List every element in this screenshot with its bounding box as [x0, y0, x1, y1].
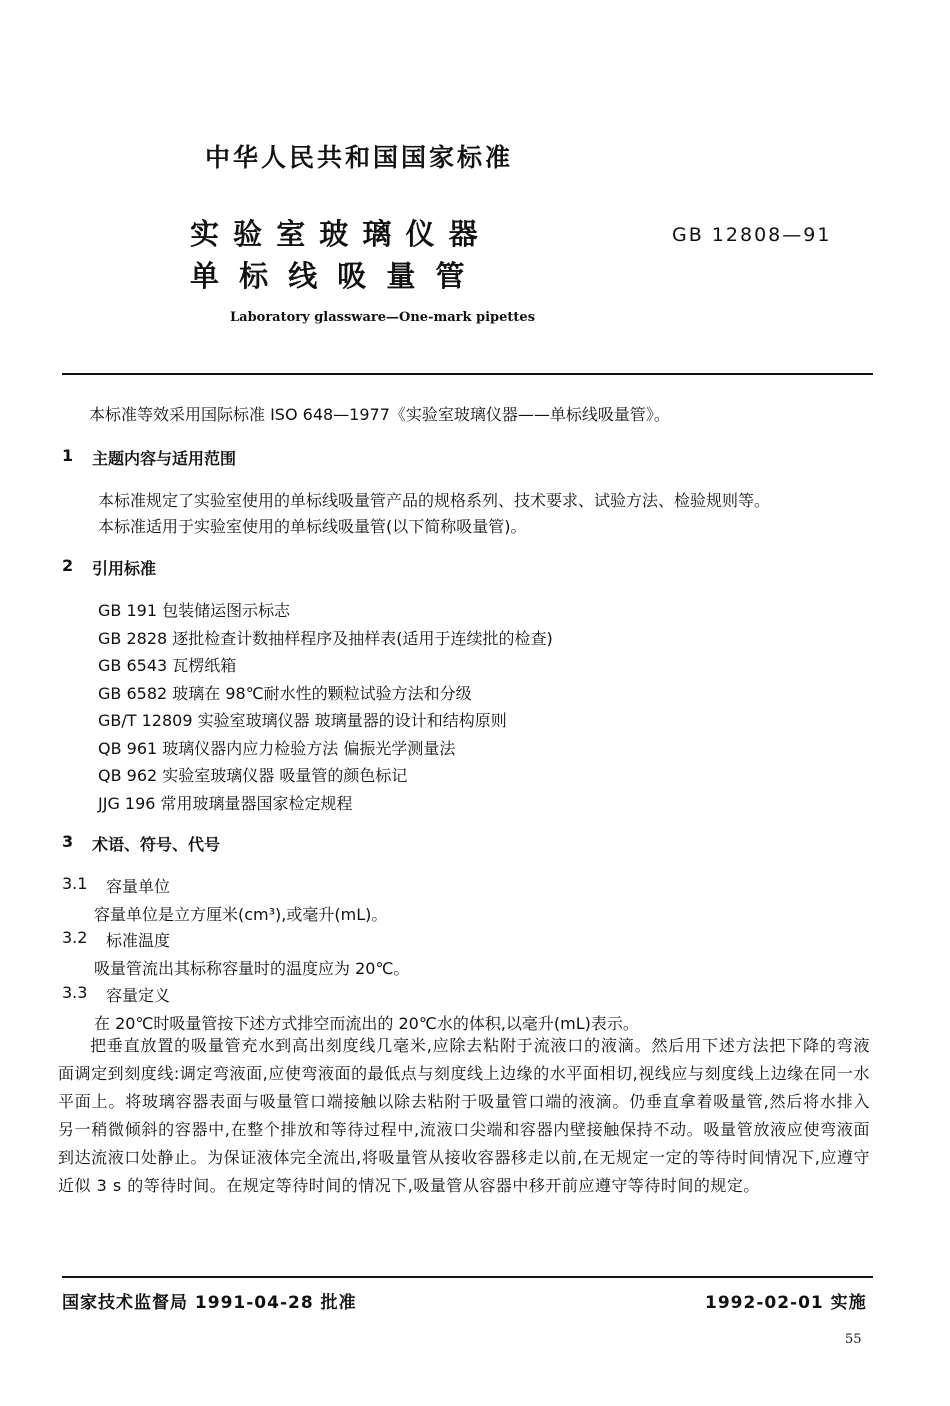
footer-divider	[62, 1276, 873, 1278]
subsection-3-3-number: 3.3	[62, 983, 88, 1002]
subsection-3-1-text: 容量单位是立方厘米(cm³),或毫升(mL)。	[94, 905, 388, 924]
section-1-number: 1	[62, 446, 74, 465]
subsection-3-3-text: 在 20℃时吸量管按下述方式排空而流出的 20℃水的体积,以毫升(mL)表示。	[94, 1014, 639, 1033]
subsection-3-1-title: 容量单位	[106, 877, 171, 896]
standard-code: GB 12808—91	[672, 224, 832, 246]
subsection-3-3-paragraph: 把垂直放置的吸量管充水到高出刻度线几毫米,应除去粘附于流液口的液滴。然后用下述方法把下降的弯液面调定到刻度线:调定弯液面,应使弯液面的最低点与刻度线上边缘的水平面相切,视线应与刻度线上边缘在同一水平面上。将玻璃容器表面与吸量管口端接触以除去粘附于吸量管口端的液滴。仍垂直拿着吸量管,然后将水排入另一稍微倾斜的容器中,在整个排放和等待过程中,流液口尖端和容器内壁接触保持不动。吸量管放液应使弯液面到达流液口处静止。为保证液体完全流出,将吸量管从接收容器移走以前,在无规定一定的等待时间情况下,应遵守近似 3 s 的等待时间。在规定等待时间的情况下,吸量管从容器中移开前应遵守等待时间的规定。	[58, 1036, 870, 1195]
reference-item: GB 2828 逐批检查计数抽样程序及抽样表(适用于连续批的检查)	[98, 629, 553, 648]
section-2-heading: 引用标准	[92, 559, 157, 578]
intro-paragraph: 本标准等效采用国际标准 ISO 648—1977《实验室玻璃仪器——单标线吸量管》。	[89, 405, 670, 424]
header-divider	[62, 373, 873, 375]
implementation-line: 1992-02-01 实施	[705, 1293, 867, 1313]
reference-item: GB/T 12809 实验室玻璃仪器 玻璃量器的设计和结构原则	[98, 711, 507, 730]
section-1-paragraph-2: 本标准适用于实验室使用的单标线吸量管(以下简称吸量管)。	[98, 517, 527, 536]
approval-line: 国家技术监督局 1991-04-28 批准	[62, 1293, 357, 1313]
section-3-number: 3	[62, 832, 74, 851]
reference-item: GB 6582 玻璃在 98℃耐水性的颗粒试验方法和分级	[98, 684, 472, 703]
reference-item: QB 961 玻璃仪器内应力检验方法 偏振光学测量法	[98, 739, 456, 758]
section-1-heading: 主题内容与适用范围	[92, 449, 237, 468]
national-standard-heading: 中华人民共和国国家标准	[205, 143, 514, 172]
subsection-3-1-number: 3.1	[62, 874, 88, 893]
subsection-3-2-text: 吸量管流出其标称容量时的温度应为 20℃。	[94, 959, 410, 978]
section-1-paragraph-1: 本标准规定了实验室使用的单标线吸量管产品的规格系列、技术要求、试验方法、检验规则等。	[98, 491, 771, 510]
section-3-heading: 术语、符号、代号	[92, 835, 221, 854]
reference-item: GB 191 包装储运图示标志	[98, 601, 291, 620]
page-number: 55	[845, 1332, 862, 1347]
reference-item: QB 962 实验室玻璃仪器 吸量管的颜色标记	[98, 766, 408, 785]
subsection-3-3-title: 容量定义	[106, 986, 171, 1005]
subsection-3-2-title: 标准温度	[106, 931, 171, 950]
reference-item: GB 6543 瓦楞纸箱	[98, 656, 237, 675]
subsection-3-2-number: 3.2	[62, 928, 88, 947]
document-title-line-1: 实 验 室 玻 璃 仪 器	[190, 217, 480, 251]
section-2-number: 2	[62, 556, 74, 575]
document-title-line-2: 单 标 线 吸 量 管	[190, 259, 470, 293]
english-title: Laboratory glassware—One-mark pipettes	[230, 310, 536, 325]
reference-item: JJG 196 常用玻璃量器国家检定规程	[98, 794, 353, 813]
